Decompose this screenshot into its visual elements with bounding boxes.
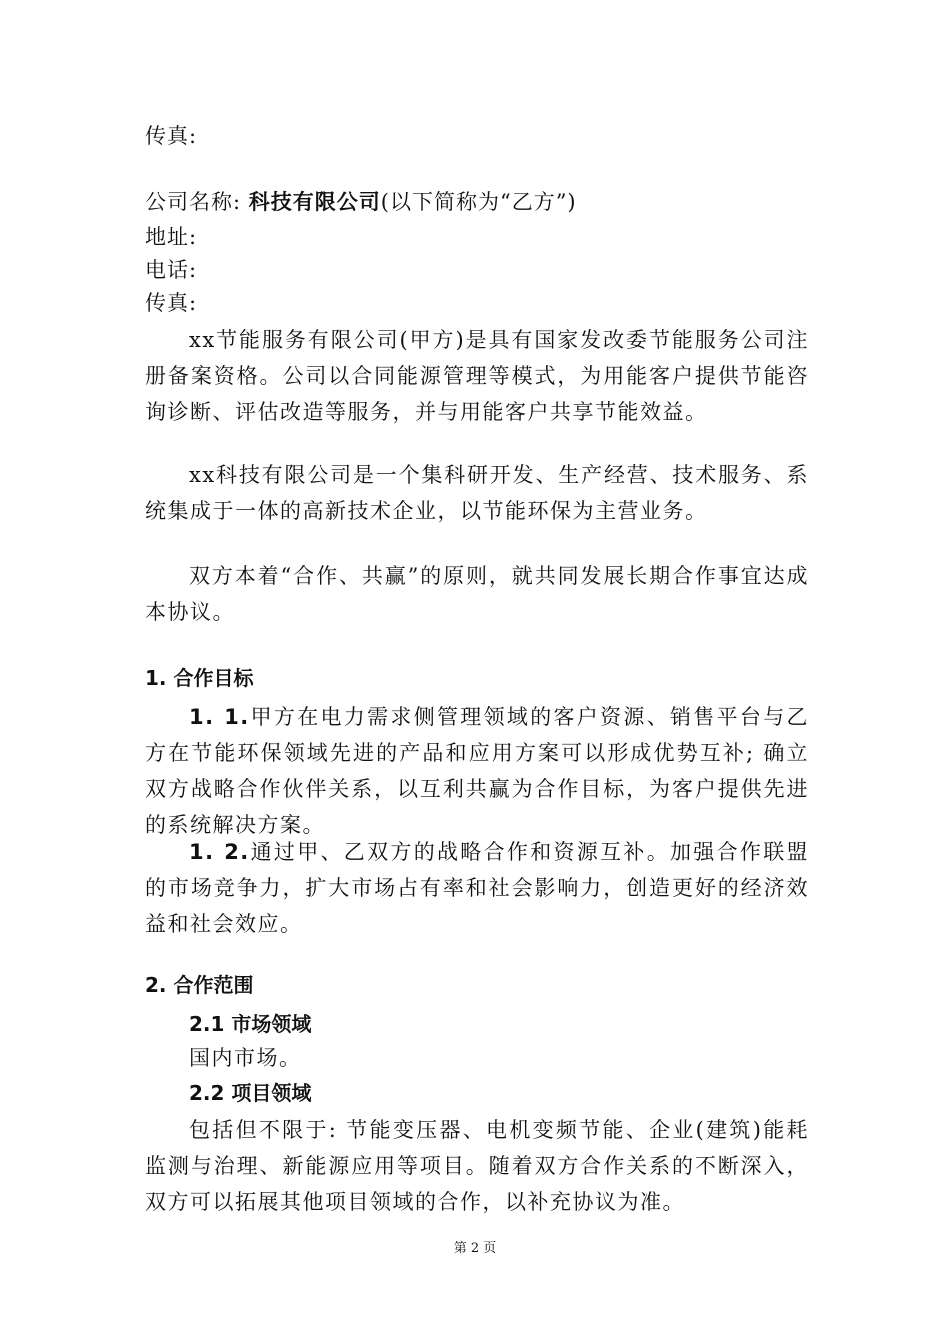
intro-paragraph-2: xx科技有限公司是一个集科研开发、生产经营、技术服务、系统集成于一体的高新技术企业，以节能环保为主营业务。 xyxy=(145,463,809,523)
intro-paragraph-3: 双方本着“合作、共赢”的原则，就共同发展长期合作事宜达成本协议。 xyxy=(145,564,809,624)
section-2-2-heading: 2.2 项目领域 xyxy=(189,1081,312,1105)
section-2-1-text: 国内市场。 xyxy=(189,1046,302,1070)
section-1-item-1 xyxy=(145,699,809,843)
section-1-item-2 xyxy=(145,834,809,942)
section-2-2-text: 包括但不限于: 节能变压器、电机变频节能、企业(建筑)能耗监测与治理、新能源应用等项目。随着双方合作关系的不断深入，双方可以拓展其他项目领域的合作，以补充协议为准。 xyxy=(145,1118,809,1214)
section-2-1-heading: 2.1 市场领域 xyxy=(189,1012,312,1036)
section-1-heading: 1. 合作目标 xyxy=(145,666,254,690)
section-2-heading: 2. 合作范围 xyxy=(145,973,254,997)
section-1-item-1-text: 甲方在电力需求侧管理领域的客户资源、销售平台与乙方在节能环保领域先进的产品和应用方案可以形成优势互补; 确立双方战略合作伙伴关系，以互利共赢为合作目标，为客户提供先进的系统解决方案。 xyxy=(145,705,809,837)
party-b-phone-label: 电话: xyxy=(145,258,198,282)
party-b-name-value: 科技有限公司 xyxy=(248,190,381,214)
party-b-name-label: 公司名称: xyxy=(145,190,242,214)
party-b-name-suffix: (以下简称为“乙方”) xyxy=(380,190,577,214)
section-1-item-1-number: 1. 1. xyxy=(189,705,250,729)
intro-paragraph-1: xx节能服务有限公司(甲方)是具有国家发改委节能服务公司注册备案资格。公司以合同能源管理等模式，为用能客户提供节能咨询诊断、评估改造等服务，并与用能客户共享节能效益。 xyxy=(145,328,809,424)
page-number: 第 2 页 xyxy=(453,1241,497,1256)
party-b-fax-label: 传真: xyxy=(145,291,198,315)
party-b-name-line xyxy=(145,187,577,217)
party-a-fax-label: 传真: xyxy=(145,124,198,148)
section-1-item-2-number: 1. 2. xyxy=(189,840,250,864)
section-1-item-2-text: 通过甲、乙双方的战略合作和资源互补。加强合作联盟的市场竞争力，扩大市场占有率和社会影响力，创造更好的经济效益和社会效应。 xyxy=(145,840,809,936)
party-b-address-label: 地址: xyxy=(145,225,198,249)
